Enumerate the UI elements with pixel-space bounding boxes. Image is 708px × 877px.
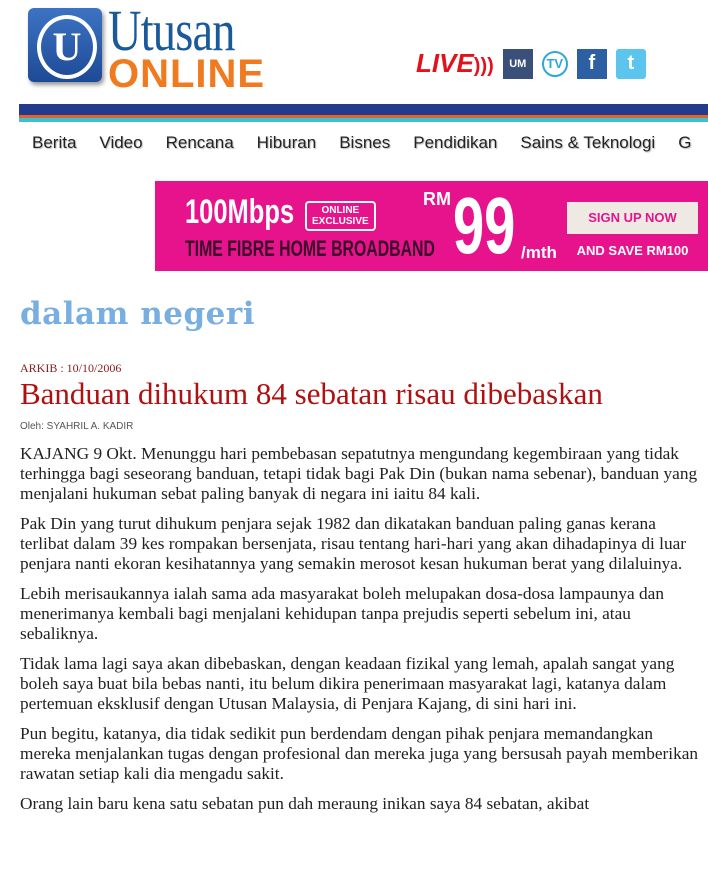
paragraph: Pak Din yang turut dihukum penjara sejak 1982 dan dikatakan banduan paling ganas kerana terlibat dalam 39 kes rompakan bersenjata, risau tentang hari-hari yang akan dihadapinya di luar penjara nanti ekoran kesihatannya yang semakin merosot kesan hukuman berat yang dilaluinya. [20,514,687,573]
nav-bisnes[interactable]: Bisnes [339,133,391,152]
logo-letter: U [37,15,97,79]
um-icon[interactable]: UM [503,49,533,79]
paragraph: KAJANG 9 Okt. Menunggu hari pembebasan sepatutnya mengundang kegembiraan yang tidak terhingga bagi seseorang banduan, tetapi tidak bagi Pak Din (bukan nama sebenar), banduan yang menjalani hukuman sebat paling banyak di negara ini iaitu 84 kali. [20,444,698,503]
ad-save-text: AND SAVE RM100 [576,243,689,258]
logo-word-online: ONLINE [108,52,266,96]
header-stripe [19,118,708,122]
nav-hiburan[interactable]: Hiburan [256,133,317,152]
ad-badge-line2: EXCLUSIVE [312,216,369,227]
archive-date: ARKIB : 10/10/2006 [20,361,122,375]
header-stripe [19,104,708,115]
logo-word-utusan: Utusan [108,0,235,63]
ad-sign-up-button[interactable]: SIGN UP NOW [567,202,698,234]
byline: Oleh: SYAHRIL A. KADIR [20,421,134,432]
section-title: dalam negeri [20,296,255,332]
article-body [20,444,706,824]
paragraph: Orang lain baru kena satu sebatan pun dah meraung inikan saya 84 sebatan, akibat [20,794,590,813]
ad-per-month: /mth [521,243,557,262]
ad-badge-line1: ONLINE [321,205,360,216]
ad-speed: 100Mbps [185,193,295,231]
nav-more[interactable]: G [678,133,692,152]
utusan-online-logo[interactable] [28,0,273,96]
facebook-icon[interactable]: f [577,49,607,79]
article-title: Banduan dihukum 84 sebatan risau dibebaskan [20,376,603,411]
nav-berita[interactable]: Berita [32,133,77,152]
nav-video[interactable]: Video [99,133,143,152]
tv-icon[interactable]: TV [542,51,568,77]
paragraph: Lebih merisaukannya ialah sama ada masyarakat boleh melupakan dosa-dosa lampaunya dan menerimanya kembali bagi menjalani kehidupan tanpa prejudis seperti sebelum ini, atau sebaliknya. [20,584,664,643]
social-links [416,48,646,79]
ad-currency: RM [423,189,451,209]
nav-sains-teknologi[interactable]: Sains & Teknologi [520,133,656,152]
nav-pendidikan[interactable]: Pendidikan [413,133,498,152]
broadband-ad-banner[interactable] [155,181,708,271]
live-icon[interactable]: LIVE))) [416,48,494,78]
ad-price: 99 [453,181,516,270]
paragraph: Tidak lama lagi saya akan dibebaskan, dengan keadaan fizikal yang lemah, apalah sangat yang boleh saya buat bila bebas nanti, itu belum dikira penerimaan masyarakat lagi, katanya dalam pertemuan eksklusif dengan Utusan Malaysia, di Penjara Kajang, di sini hari ini. [20,654,675,713]
ad-product: TIME FIBRE HOME BROADBAND [185,236,435,261]
nav-rencana[interactable]: Rencana [165,133,234,152]
logo-badge [28,8,102,82]
ad-exclusive-badge [305,201,376,231]
paragraph: Pun begitu, katanya, dia tidak sedikit pun berdendam dengan pihak penjara memandangkan mereka menjalankan tugas dengan profesional dan mereka juga yang bersusah payah memberikan rawatan setiap kali dia mengadu sakit. [20,724,699,783]
twitter-icon[interactable]: t [616,49,646,79]
main-nav [32,133,691,153]
